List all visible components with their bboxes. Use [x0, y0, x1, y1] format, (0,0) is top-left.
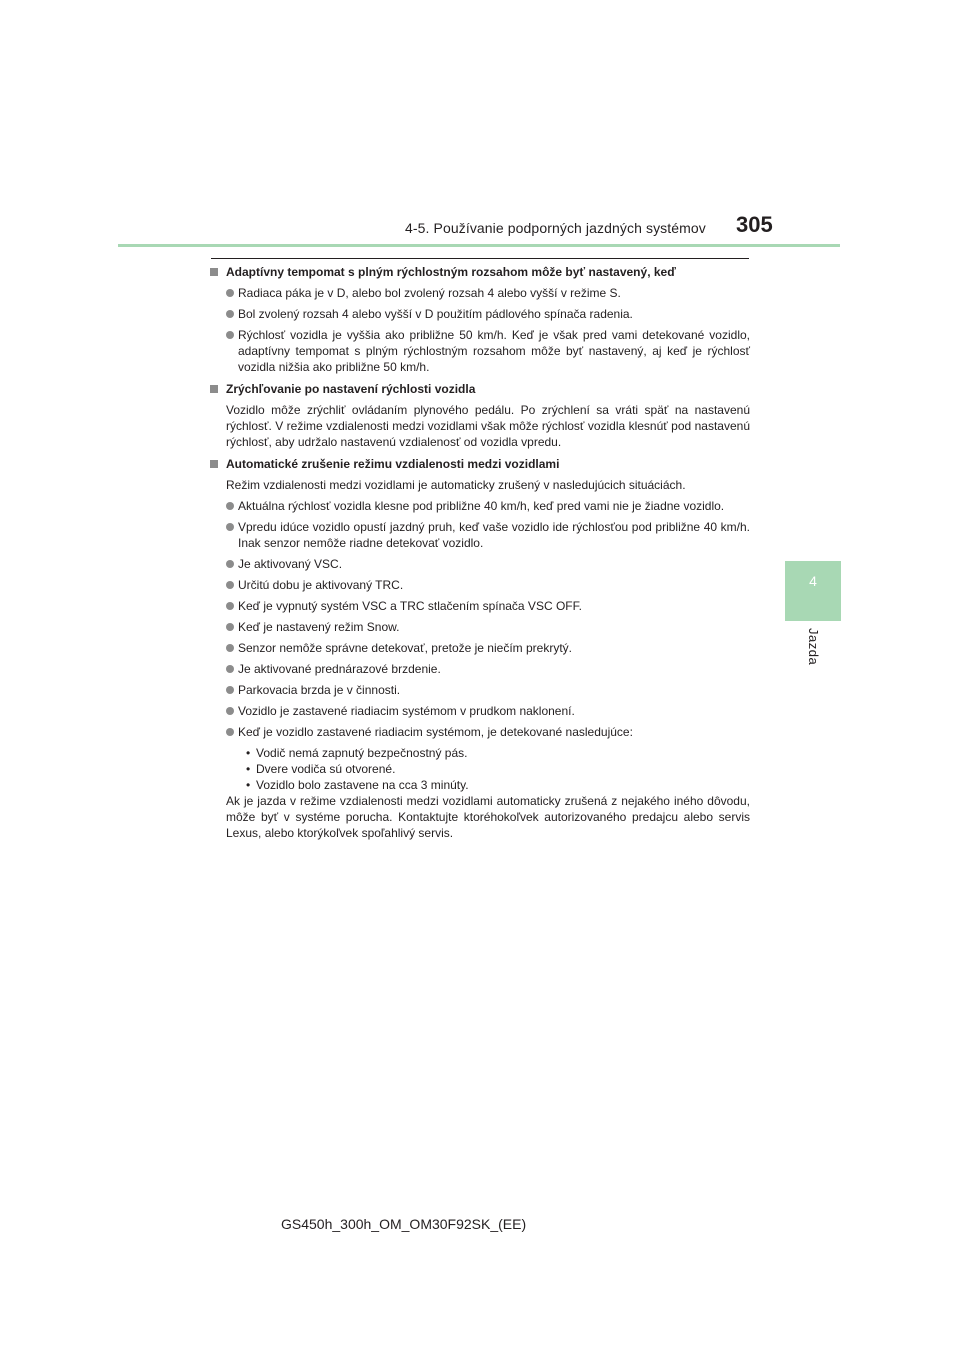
page-number: 305 — [736, 212, 773, 237]
circle-bullet-icon — [226, 728, 234, 736]
sub-list-item-text: Vodič nemá zapnutý bezpečnostný pás. — [256, 746, 468, 760]
list-item-text: Bol zvolený rozsah 4 alebo vyšší v D použitím pádlového spínača radenia. — [238, 307, 633, 321]
list-item-text: Parkovacia brzda je v činnosti. — [238, 683, 401, 697]
main-content — [210, 264, 750, 841]
section-heading-text: Zrýchľovanie po nastavení rýchlosti vozidla — [226, 382, 476, 396]
square-bullet-icon — [210, 268, 218, 276]
list-item-text: Radiaca páka je v D, alebo bol zvolený rozsah 4 alebo vyšší v režime S. — [238, 286, 621, 300]
circle-bullet-icon — [226, 644, 234, 652]
square-bullet-icon — [210, 385, 218, 393]
list-item-text: Je aktivovaný VSC. — [238, 557, 343, 571]
list-item-text: Keď je vypnutý systém VSC a TRC stlačením spínača VSC OFF. — [238, 599, 582, 613]
section-heading — [210, 381, 750, 397]
list-item — [210, 724, 750, 740]
list-item — [210, 519, 750, 551]
circle-bullet-icon — [226, 623, 234, 631]
list-item — [210, 661, 750, 677]
section-heading — [210, 456, 750, 472]
list-item-text: Senzor nemôže správne detekovať, pretože je niečím prekrytý. — [238, 641, 572, 655]
list-item — [210, 640, 750, 656]
list-item — [210, 682, 750, 698]
section-heading-text: Adaptívny tempomat s plným rýchlostným rozsahom môže byť nastavený, keď — [226, 265, 676, 279]
section-heading-text: Automatické zrušenie režimu vzdialenosti medzi vozidlami — [226, 457, 560, 471]
circle-bullet-icon — [226, 523, 234, 531]
chapter-number: 4 — [809, 573, 817, 589]
sub-list-item — [246, 745, 750, 761]
header-rule — [118, 244, 840, 247]
list-item-text: Keď je vozidlo zastavené riadiacim systémom, je detekované nasledujúce: — [238, 725, 633, 739]
section-heading — [210, 264, 750, 280]
circle-bullet-icon — [226, 502, 234, 510]
list-item-text: Aktuálna rýchlosť vozidla klesne pod približne 40 km/h, keď pred vami nie je žiadne vozidlo. — [238, 499, 725, 513]
section-paragraph: Vozidlo môže zrýchliť ovládaním plynového pedálu. Po zrýchlení sa vráti späť na nastavenú rýchlosť. V režime vzdialenosti medzi vozidlami však môže rýchlosť vozidla klesnúť pod nastavenú rýchlosť, aby udržalo nastavenú vzdialenosť od vozidla vpredu. — [226, 403, 750, 449]
circle-bullet-icon — [226, 310, 234, 318]
section-intro: Režim vzdialenosti medzi vozidlami je automaticky zrušený v nasledujúcich situáciách. — [226, 478, 686, 492]
list-item — [210, 703, 750, 719]
sub-list-item-text: Dvere vodiča sú otvorené. — [256, 762, 396, 776]
list-item — [210, 598, 750, 614]
sub-list — [210, 745, 750, 793]
list-item-text: Vozidlo je zastavené riadiacim systémom v prudkom naklonení. — [238, 704, 575, 718]
sub-list-item — [246, 761, 750, 777]
square-bullet-icon — [210, 460, 218, 468]
list-item — [210, 498, 750, 514]
list-item-text: Vpredu idúce vozidlo opustí jazdný pruh, keď vaše vozidlo ide rýchlosťou pod približne 40 km/h. Inak senzor nemôže riadne detekovať vozidlo. — [238, 520, 750, 550]
small-bullet-icon: • — [246, 746, 251, 760]
chapter-label: Jazda — [806, 628, 821, 666]
list-item — [210, 327, 750, 375]
sub-list-item — [246, 777, 750, 793]
list-item-text: Rýchlosť vozidla je vyššia ako približne 50 km/h. Keď je však pred vami detekované vozidlo, adaptívny tempomat s plným rýchlostným rozsahom môže byť nastavený, aj keď je rýchlosť vozidla nižšia ako približne 50 km/h. — [238, 328, 750, 374]
circle-bullet-icon — [226, 581, 234, 589]
small-bullet-icon: • — [246, 778, 251, 792]
list-item — [210, 556, 750, 572]
list-item — [210, 306, 750, 322]
list-item-text: Keď je nastavený režim Snow. — [238, 620, 400, 634]
running-header-title: 4-5. Používanie podporných jazdných systémov — [405, 220, 706, 236]
circle-bullet-icon — [226, 331, 234, 339]
circle-bullet-icon — [226, 289, 234, 297]
section-closing-paragraph: Ak je jazda v režime vzdialenosti medzi vozidlami automaticky zrušená z nejakého iného dôvodu, môže byť v systéme porucha. Kontaktujte ktoréhokoľvek autorizovaného predajcu alebo servis Lexus, alebo ktorýkoľvek spoľahlivý servis. — [226, 794, 750, 840]
document-code: GS450h_300h_OM_OM30F92SK_(EE) — [281, 1216, 527, 1232]
sub-list-item-text: Vozidlo bolo zastavene na cca 3 minúty. — [256, 778, 469, 792]
circle-bullet-icon — [226, 665, 234, 673]
circle-bullet-icon — [226, 602, 234, 610]
list-item — [210, 619, 750, 635]
circle-bullet-icon — [226, 686, 234, 694]
list-item — [210, 577, 750, 593]
chapter-tab — [785, 561, 841, 621]
list-item-text: Je aktivované prednárazové brzdenie. — [238, 662, 441, 676]
list-item — [210, 285, 750, 301]
small-bullet-icon: • — [246, 762, 251, 776]
list-item-text: Určitú dobu je aktivovaný TRC. — [238, 578, 404, 592]
circle-bullet-icon — [226, 707, 234, 715]
circle-bullet-icon — [226, 560, 234, 568]
content-top-rule — [211, 258, 749, 259]
